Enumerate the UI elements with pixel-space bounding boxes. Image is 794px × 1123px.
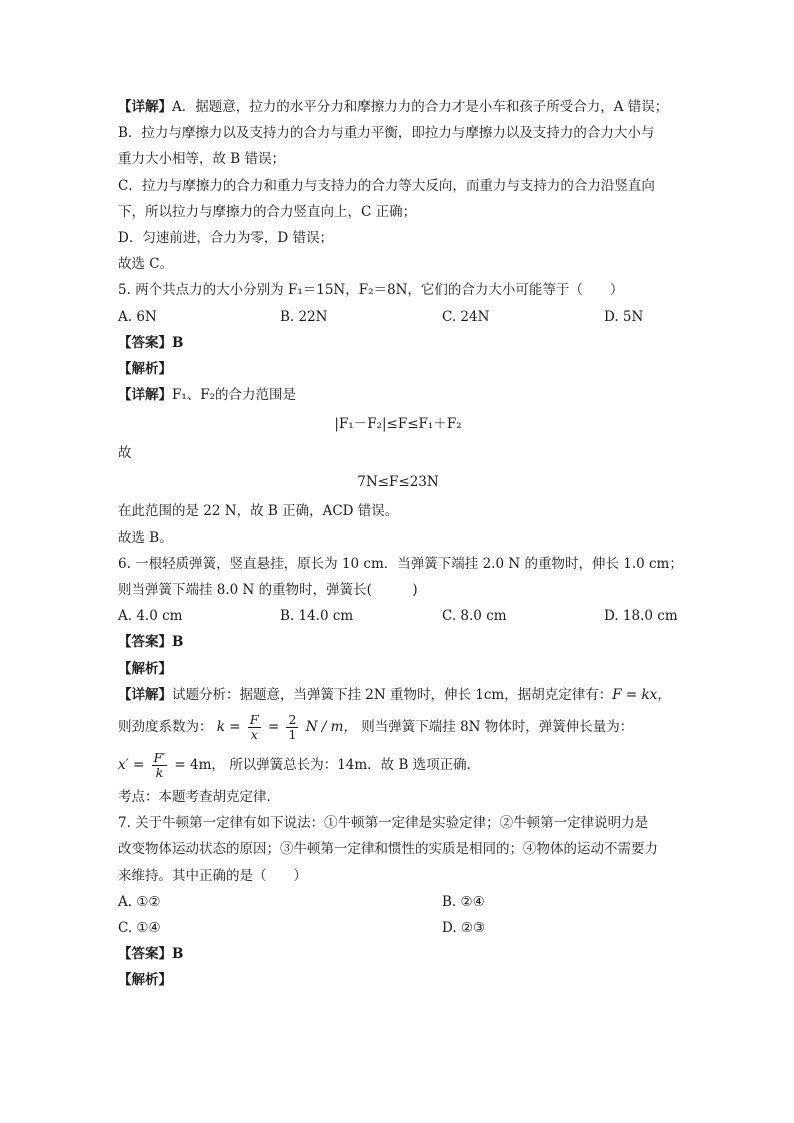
q6-option-a: A. 4.0 cm	[118, 608, 183, 625]
q4-detail-line-6: D．匀速前进，合力为零，D 错误；	[118, 229, 333, 246]
q5-option-c: C. 24N	[442, 308, 490, 325]
q6-detail-line-2: 则劲度系数为： k = $\frac{F}{x}$ = $\frac{2}{1}$ N / m， 则当弹簧下端挂 8N 物体时，弹簧伸长量为：	[118, 711, 634, 742]
q5-options	[118, 304, 678, 330]
q4-choose: 故选 C。	[118, 256, 174, 273]
q7-option-b: B. ②④	[442, 893, 485, 910]
detail-tag: 【详解】	[118, 99, 172, 115]
fraction-2-over-1: $\frac{2}{1}$	[288, 711, 297, 742]
q7-options-row-2	[118, 915, 678, 941]
q4-detail-line-4: C．拉力与摩擦力的合力和重力与支持力的合力等大反向，而重力与支持力的合力沿竖直向	[118, 177, 655, 194]
q6-detail-line-1: 【详解】试题分析：据题意，当弹簧下挂 2N 重物时，伸长 1cm，据胡克定律有：F = kx，	[118, 686, 671, 703]
q4-detail-line-3: 重力大小相等，故 B 错误；	[118, 151, 286, 168]
q6-stem-1: 6. 一根轻质弹簧，竖直悬挂，原长为 10 cm．当弹簧下端挂 2.0 N 的重物时，伸长 1.0 cm；	[118, 555, 683, 572]
document-page	[118, 94, 683, 993]
q6-stem-2: 则当弹簧下端挂 8.0 N 的重物时，弹簧长( )	[118, 582, 418, 598]
fraction-f-over-x: $\frac{F}{x}$	[249, 711, 259, 742]
q4-detail-line-5: 下，所以拉力与摩擦力的合力竖直向上，C 正确；	[118, 203, 417, 220]
q7-stem-2: 改变物体运动状态的原因；③牛顿第一定律和惯性的实质是相同的；④物体的运动不需要力	[118, 841, 658, 858]
q6-detail-line-3: x′ = $\frac{F'}{k}$ = 4m， 所以弹簧总长为：14m．故 B 选项正确．	[118, 749, 481, 780]
q5-formula-result: 7N≤F≤23N	[357, 474, 439, 491]
q5-choose: 故选 B。	[118, 529, 173, 546]
q7-option-d: D. ②③	[442, 919, 486, 936]
q5-option-b: B. 22N	[280, 308, 328, 325]
hooke-law: F = kx，	[612, 686, 671, 703]
q6-analysis: 【解析】	[118, 660, 172, 677]
q6-answer: 【答案】B	[118, 634, 184, 651]
q4-detail-line-2: B．拉力与摩擦力以及支持力的合力与重力平衡，即拉力与摩擦力以及支持力的合力大小与	[118, 125, 655, 142]
q5-detail: 【详解】F₁、F₂的合力范围是	[118, 387, 297, 404]
q5-option-a: A. 6N	[118, 308, 157, 325]
q6-option-b: B. 14.0 cm	[280, 608, 354, 625]
q5-answer: 【答案】B	[118, 334, 184, 351]
q5-analysis: 【解析】	[118, 360, 172, 377]
q5-conclusion: 在此范围的是 22 N，故 B 正确，ACD 错误。	[118, 503, 399, 520]
q7-options-row-1	[118, 889, 678, 915]
q5-option-d: D. 5N	[604, 308, 644, 325]
q7-analysis: 【解析】	[118, 972, 172, 989]
fraction-fprime-over-k: $\frac{F'}{k}$	[153, 749, 166, 780]
q5-stem: 5. 两个共点力的大小分别为 F₁＝15N，F₂＝8N，它们的合力大小可能等于（ ）	[118, 282, 624, 299]
q6-kaodian: 考点：本题考查胡克定律．	[118, 788, 280, 805]
q6-option-c: C. 8.0 cm	[442, 608, 507, 625]
q7-answer: 【答案】B	[118, 946, 184, 963]
q5-so: 故	[118, 445, 132, 462]
q7-option-a: A. ①②	[118, 893, 161, 910]
q4-detail-line-1: 【详解】A．据题意，拉力的水平分力和摩擦力力的合力才是小车和孩子所受合力，A 错误；	[118, 99, 669, 115]
q6-options	[118, 603, 678, 629]
q7-stem-3: 来维持。其中正确的是（ ）	[118, 867, 307, 884]
q7-option-c: C. ①④	[118, 919, 161, 936]
q7-stem-1: 7. 关于牛顿第一定律有如下说法：①牛顿第一定律是实验定律；②牛顿第一定律说明力是	[118, 815, 649, 832]
q5-formula-range: |F₁－F₂|≤F≤F₁＋F₂	[334, 416, 462, 433]
q6-option-d: D. 18.0 cm	[604, 608, 678, 625]
